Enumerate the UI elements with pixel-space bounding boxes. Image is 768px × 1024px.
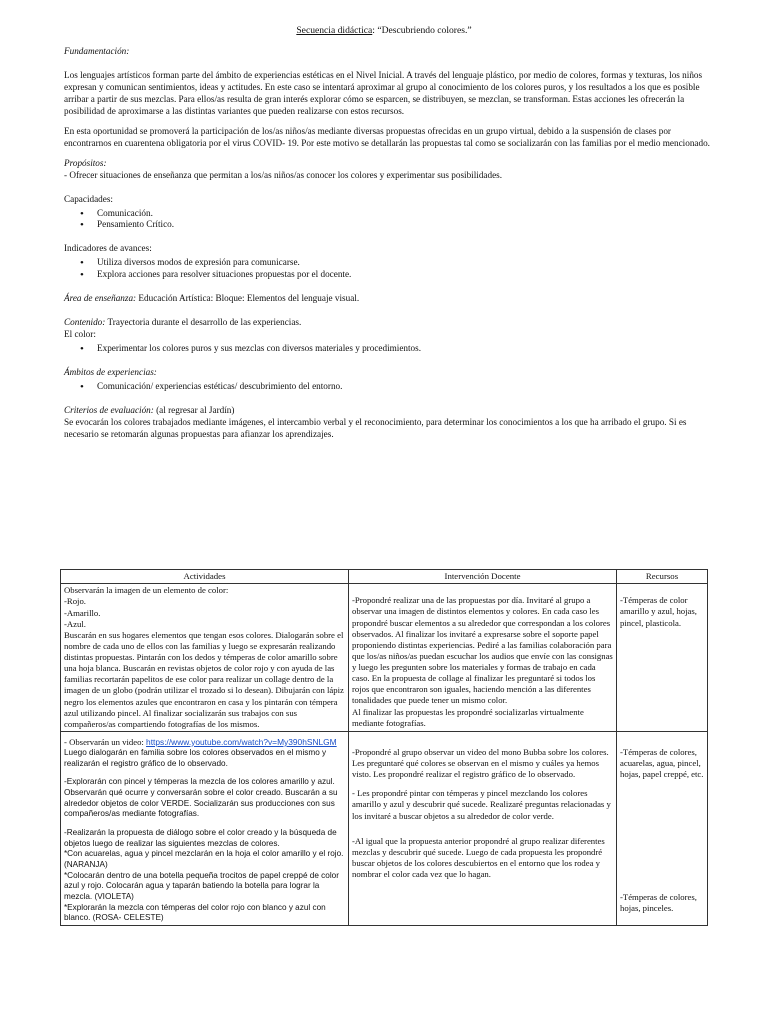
header-recursos: Recursos <box>617 570 708 584</box>
row2-act-3-line: *Con acuarelas, agua y pincel mezclarán en la hoja el color amarillo y el rojo. (NARANJA) <box>64 849 344 869</box>
header-actividades: Actividades <box>61 570 349 584</box>
contenido-line-2: El color: <box>64 329 96 340</box>
document-body <box>64 46 710 441</box>
capacidades-list <box>64 208 710 232</box>
row2-actividades <box>61 731 349 925</box>
row2-rec-1: -Témperas de colores, acuarelas, agua, pincel, hojas, papel creppé, etc. <box>620 746 704 780</box>
row2-intervencion <box>349 731 617 925</box>
indicadores-list <box>64 257 710 281</box>
row2-act-3-line: -Realizarán la propuesta de diálogo sobre el color creado y la búsqueda de objetos luego de realizar las siguientes mezclas de colores. <box>64 827 337 848</box>
row1-act-line: Buscarán en sus hogares elementos que tengan esos colores. Dialogarán sobre el nombre de cada uno de ellos con las familias y luego se expresarán realizando distintas propuestas. Pintarán con los dedos y témperas de color amarillo sobre una hoja blanca. Buscarán en revistas objetos de color rojo y con ayuda de las familias recortarán papelitos de ese color para realizar un collage dentro de la imagen de un globo (podrán utilizar el trozado si lo desean). Dibujarán con lápiz negro los elementos azules que encontraron en casa y los pintarán con témpera azul utilizando pincel. Al finalizar socializarán sus trabajos con sus compañeros/as compartiendo fotografías de los mismos. <box>64 629 344 729</box>
contenido-list <box>64 343 710 355</box>
header-intervencion: Intervención Docente <box>349 570 617 584</box>
ambitos-heading: Ámbitos de experiencias: <box>64 367 157 378</box>
row2-recursos <box>617 731 708 925</box>
list-item: • Comunicación/ experiencias estéticas/ descubrimiento del entorno. <box>97 381 710 393</box>
row2-act-3-line: *Colocarán dentro de una botella pequeña trocitos de papel creppé de color azul y rojo. Colocarán agua y taparán batiendo la botella para lograr la mezcla. (VIOLETA) <box>64 870 339 901</box>
ambitos-list <box>64 381 710 393</box>
row2-doc-2: - Les propondré pintar con témperas y pincel mezclando los colores amarillo y azul y descubrir qué sucede. Realizaré preguntas relacionadas y los invitaré a buscar objetos a su alrededor de color verde. <box>352 788 611 821</box>
criterios-line <box>64 405 710 417</box>
fundamentacion-paragraph-1: Los lenguajes artísticos forman parte del ámbito de experiencias estéticas en el Nivel Inicial. A través del lenguaje plástico, por medio de colores, formas y texturas, los niños expresan y comunican sentimientos, ideas y actitudes. En este caso se intentará aproximar al grupo al conocimiento de los colores puros, y los resultados a los que es posible arribar a partir de sus mezclas. Para ellos/as resulta de gran interés explorar cómo se esparcen, se distribuyen, se mezclan, se transforman. Estas acciones les ofrecerán la posibilidad de aproximarse a las distintas variantes que pueden realizarse con estos recursos. <box>64 69 703 116</box>
activities-table <box>60 569 708 926</box>
table-header-row <box>61 570 708 584</box>
row1-act-line: -Azul. <box>64 618 86 629</box>
row1-doc-text: -Propondré realizar una de las propuestas por día. Invitaré al grupo a observar una imagen de distintos elementos y colores. En cada caso les propondré buscar elementos a su alrededor que correspondan a los colores observados. Al finalizar los invitaré a expresarse sobre el soporte papel proponiendo distintas experiencias. Pediré a las familias colaboración para que los/as niños/as puedan escuchar los audios que envíe con las consignas y luego les pregunten sobre los materiales y formas de trabajo en cada caso. En la propuesta de collage al finalizar les preguntaré si todos los rojos que encontraron son iguales, haciendo mención a las diferentes tonalidades que puede tener un mismo color. Al finalizar las propuestas les propondré socializarlas virtualmente mediante fotografías. <box>352 595 613 728</box>
list-item: • Utiliza diversos modos de expresión para comunicarse. <box>97 257 710 269</box>
table-row <box>61 584 708 732</box>
propositos-text: - Ofrecer situaciones de enseñanza que permitan a los/as niños/as conocer los colores y experimentar sus posibilidades. <box>64 169 503 180</box>
row1-recursos <box>617 584 708 732</box>
title-label: Secuencia didáctica <box>296 25 373 36</box>
row1-intervencion <box>349 584 617 732</box>
page-title <box>0 25 768 37</box>
capacidades-heading: Capacidades: <box>64 193 113 204</box>
criterios-label: Criterios de evaluación: <box>64 405 154 416</box>
row2-act-3-line: *Explorarán la mezcla con témperas del color rojo con blanco y azul con blanco. (ROSA- CELESTE) <box>64 902 326 923</box>
row2-doc-3: -Al igual que la propuesta anterior propondré al grupo realizar diferentes mezclas y descubrir qué sucede. Luego de cada propuesta les propondré buscar objetos de los colores descubiertos en el entorno que los rodea y nombrar el color cada vez que lo hagan. <box>352 835 605 879</box>
video-label: - Observarán un video: <box>64 736 147 747</box>
row1-act-line: -Amarillo. <box>64 607 101 618</box>
video-line <box>64 737 345 748</box>
area-label: Área de enseñanza: <box>64 293 137 304</box>
table-row <box>61 731 708 925</box>
list-item: • Explora acciones para resolver situaciones propuestas por el docente. <box>97 269 710 281</box>
contenido-line <box>64 317 710 329</box>
video-link[interactable]: https://www.youtube.com/watch?v=My390hSNLGM <box>146 736 337 747</box>
criterios-text: (al regresar al Jardín) <box>153 405 235 416</box>
area-line <box>64 293 710 305</box>
list-item: • Experimentar los colores puros y sus mezclas con diversos materiales y procedimientos. <box>97 343 710 355</box>
row2-act-2: -Explorarán con pincel y témperas la mezcla de los colores amarillo y azul. Observarán qué ocurre y conversarán sobre el color creado. Buscarán a su alrededor objetos de color VERDE. Socializarán sus producciones con sus compañeros/as mediante fotografías. <box>64 777 338 819</box>
row1-rec-text: -Témperas de color amarillo y azul, hojas, pincel, plasticola. <box>620 595 697 628</box>
fundamentacion-heading: Fundamentación: <box>64 46 130 56</box>
row1-actividades <box>61 584 349 732</box>
row1-act-line: -Rojo. <box>64 596 86 607</box>
fundamentacion-paragraph-2: En esta oportunidad se promoverá la participación de los/as niños/as mediante diversas propuestas ofrecidas en un grupo virtual, debido a la suspensión de clases por encontrarnos en cuarentena obligatoria por el virus COVID- 19. Por este motivo se detallarán las propuestas tal como se socializarán con las familias por el medio mencionado. <box>64 125 710 148</box>
contenido-text: Trayectoria durante el desarrollo de las experiencias. <box>105 317 302 328</box>
row2-rec-2: -Témperas de colores, hojas, pinceles. <box>620 892 697 914</box>
title-name: : “Descubriendo colores.” <box>372 25 472 36</box>
propositos-heading: Propósitos: <box>64 157 107 168</box>
list-item: • Comunicación. <box>97 208 710 220</box>
row2-act-1: Luego dialogarán en familia sobre los colores observados en el mismo y realizarán el registro gráfico de lo observado. <box>64 748 327 768</box>
list-item: • Pensamiento Crítico. <box>97 219 710 231</box>
indicadores-heading: Indicadores de avances: <box>64 243 152 254</box>
row2-doc-1: -Propondré al grupo observar un video del mono Bubba sobre los colores. Les preguntaré qué colores se observan en el mismo y cuáles ya hemos visto. Les propondré realizar el registro gráfico de lo observado. <box>352 746 609 780</box>
contenido-label: Contenido: <box>64 317 106 328</box>
criterios-paragraph: Se evocarán los colores trabajados mediante imágenes, el intercambio verbal y el reconocimiento, para determinar los conocimientos a los que ha arribado el grupo. Si es necesario se retomarán algunas propuestas para afianzar los aprendizajes. <box>64 416 687 439</box>
area-text: Educación Artística: Bloque: Elementos del lenguaje visual. <box>136 293 360 304</box>
row1-act-line: Observarán la imagen de un elemento de color: <box>64 585 229 596</box>
